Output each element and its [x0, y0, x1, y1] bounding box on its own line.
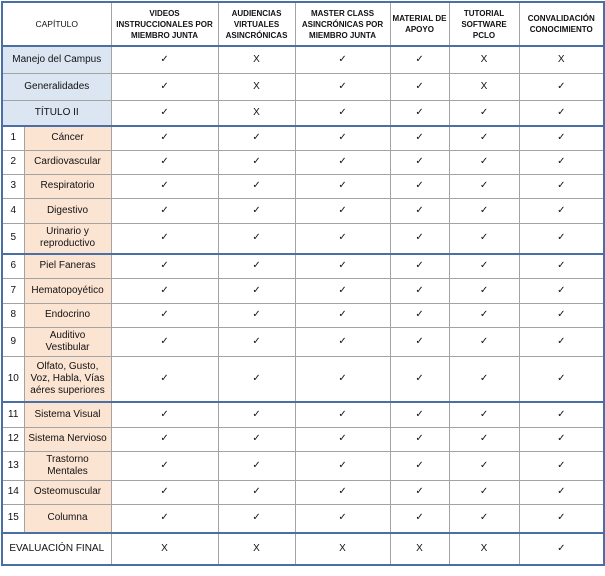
row-label: TÍTULO II [2, 100, 111, 126]
chapter-label: Sistema Visual [24, 402, 111, 427]
chapter-number: 14 [2, 480, 24, 504]
check-mark: ✓ [390, 46, 449, 73]
check-mark: ✓ [449, 356, 519, 402]
table-row [2, 303, 604, 327]
chapter-label: Auditivo Vestibular [24, 327, 111, 356]
x-mark: X [449, 46, 519, 73]
chapter-label: Respiratorio [24, 174, 111, 198]
check-mark: ✓ [519, 150, 604, 174]
table-row [2, 427, 604, 451]
x-mark: X [519, 46, 604, 73]
check-mark: ✓ [295, 303, 390, 327]
check-mark: ✓ [519, 73, 604, 100]
check-mark: ✓ [449, 303, 519, 327]
check-mark: ✓ [449, 254, 519, 278]
check-mark: ✓ [519, 126, 604, 150]
x-mark: X [218, 73, 295, 100]
x-mark: X [111, 533, 218, 565]
check-mark: ✓ [295, 126, 390, 150]
check-mark: ✓ [111, 427, 218, 451]
header-audiencias: AUDIENCIAS VIRTUALES ASINCRÓNICAS [218, 2, 295, 46]
check-mark: ✓ [111, 451, 218, 480]
check-mark: ✓ [390, 327, 449, 356]
x-mark: X [218, 46, 295, 73]
chapter-number: 15 [2, 504, 24, 533]
check-mark: ✓ [218, 303, 295, 327]
check-mark: ✓ [111, 198, 218, 223]
check-mark: ✓ [111, 150, 218, 174]
header-material: MATERIAL DE APOYO [390, 2, 449, 46]
table-row [2, 480, 604, 504]
check-mark: ✓ [295, 504, 390, 533]
check-mark: ✓ [218, 402, 295, 427]
x-mark: X [295, 533, 390, 565]
check-mark: ✓ [295, 223, 390, 254]
check-mark: ✓ [218, 150, 295, 174]
check-mark: ✓ [390, 150, 449, 174]
check-mark: ✓ [449, 126, 519, 150]
check-mark: ✓ [111, 402, 218, 427]
check-mark: ✓ [111, 254, 218, 278]
chapter-label: Piel Faneras [24, 254, 111, 278]
chapter-number: 7 [2, 278, 24, 303]
check-mark: ✓ [111, 480, 218, 504]
chapter-number: 9 [2, 327, 24, 356]
chapter-label: Urinario y reproductivo [24, 223, 111, 254]
header-videos: VIDEOS INSTRUCCIONALES POR MIEMBRO JUNTA [111, 2, 218, 46]
check-mark: ✓ [218, 126, 295, 150]
check-mark: ✓ [519, 174, 604, 198]
chapter-label: Digestivo [24, 198, 111, 223]
chapter-number: 12 [2, 427, 24, 451]
x-mark: X [218, 533, 295, 565]
x-mark: X [449, 533, 519, 565]
x-mark: X [218, 100, 295, 126]
chapter-resources-table [1, 1, 605, 566]
x-mark: X [390, 533, 449, 565]
chapter-number: 2 [2, 150, 24, 174]
table-row [2, 327, 604, 356]
check-mark: ✓ [390, 126, 449, 150]
check-mark: ✓ [519, 504, 604, 533]
check-mark: ✓ [449, 198, 519, 223]
check-mark: ✓ [295, 150, 390, 174]
check-mark: ✓ [390, 402, 449, 427]
check-mark: ✓ [295, 327, 390, 356]
check-mark: ✓ [519, 327, 604, 356]
check-mark: ✓ [519, 427, 604, 451]
chapter-label: Cardiovascular [24, 150, 111, 174]
header-tutorial: TUTORIAL SOFTWARE PCLO [449, 2, 519, 46]
chapter-number: 8 [2, 303, 24, 327]
chapter-label: Olfato, Gusto, Voz, Habla, Vías aéres superiores [24, 356, 111, 402]
check-mark: ✓ [449, 223, 519, 254]
table-row [2, 46, 604, 73]
header-master-class: MASTER CLASS ASINCRÓNICAS POR MIEMBRO JUNTA [295, 2, 390, 46]
check-mark: ✓ [390, 451, 449, 480]
chapter-number: 6 [2, 254, 24, 278]
check-mark: ✓ [390, 254, 449, 278]
table-row [2, 223, 604, 254]
check-mark: ✓ [295, 427, 390, 451]
check-mark: ✓ [449, 427, 519, 451]
check-mark: ✓ [218, 254, 295, 278]
check-mark: ✓ [295, 174, 390, 198]
check-mark: ✓ [390, 427, 449, 451]
check-mark: ✓ [111, 100, 218, 126]
check-mark: ✓ [111, 504, 218, 533]
check-mark: ✓ [295, 254, 390, 278]
check-mark: ✓ [519, 278, 604, 303]
check-mark: ✓ [519, 100, 604, 126]
check-mark: ✓ [390, 223, 449, 254]
check-mark: ✓ [519, 533, 604, 565]
check-mark: ✓ [218, 427, 295, 451]
check-mark: ✓ [390, 504, 449, 533]
chapter-label: Cáncer [24, 126, 111, 150]
check-mark: ✓ [449, 100, 519, 126]
x-mark: X [449, 73, 519, 100]
check-mark: ✓ [218, 223, 295, 254]
check-mark: ✓ [519, 198, 604, 223]
check-mark: ✓ [449, 480, 519, 504]
chapter-number: 1 [2, 126, 24, 150]
table-row [2, 150, 604, 174]
check-mark: ✓ [218, 327, 295, 356]
check-mark: ✓ [449, 150, 519, 174]
check-mark: ✓ [449, 174, 519, 198]
check-mark: ✓ [390, 356, 449, 402]
chapter-number: 5 [2, 223, 24, 254]
check-mark: ✓ [390, 198, 449, 223]
chapter-number: 13 [2, 451, 24, 480]
check-mark: ✓ [390, 278, 449, 303]
check-mark: ✓ [449, 402, 519, 427]
chapter-label: Endocrino [24, 303, 111, 327]
table-row [2, 451, 604, 480]
check-mark: ✓ [519, 223, 604, 254]
check-mark: ✓ [111, 126, 218, 150]
final-row [2, 533, 604, 565]
check-mark: ✓ [218, 480, 295, 504]
check-mark: ✓ [111, 303, 218, 327]
chapter-label: Hematopoyético [24, 278, 111, 303]
final-label: EVALUACIÓN FINAL [2, 533, 111, 565]
table-row [2, 73, 604, 100]
chapter-number: 3 [2, 174, 24, 198]
table-row [2, 100, 604, 126]
check-mark: ✓ [295, 198, 390, 223]
check-mark: ✓ [218, 451, 295, 480]
table-row [2, 254, 604, 278]
chapter-label: Osteomuscular [24, 480, 111, 504]
check-mark: ✓ [519, 451, 604, 480]
table-row [2, 278, 604, 303]
table-row [2, 504, 604, 533]
check-mark: ✓ [519, 303, 604, 327]
check-mark: ✓ [295, 451, 390, 480]
table-row [2, 198, 604, 223]
check-mark: ✓ [449, 504, 519, 533]
check-mark: ✓ [295, 73, 390, 100]
chapter-label: Columna [24, 504, 111, 533]
check-mark: ✓ [295, 356, 390, 402]
check-mark: ✓ [519, 402, 604, 427]
check-mark: ✓ [111, 73, 218, 100]
row-label: Generalidades [2, 73, 111, 100]
check-mark: ✓ [111, 174, 218, 198]
header-convalidacion: CONVALIDACIÓN CONOCIMIENTO [519, 2, 604, 46]
check-mark: ✓ [295, 100, 390, 126]
check-mark: ✓ [449, 278, 519, 303]
check-mark: ✓ [218, 278, 295, 303]
check-mark: ✓ [111, 356, 218, 402]
check-mark: ✓ [519, 480, 604, 504]
check-mark: ✓ [449, 451, 519, 480]
table-row [2, 356, 604, 402]
table-row [2, 402, 604, 427]
check-mark: ✓ [218, 198, 295, 223]
chapter-number: 10 [2, 356, 24, 402]
header-chapter: CAPÍTULO [2, 2, 111, 46]
check-mark: ✓ [111, 278, 218, 303]
check-mark: ✓ [390, 480, 449, 504]
check-mark: ✓ [111, 46, 218, 73]
chapter-label: Sistema Nervioso [24, 427, 111, 451]
check-mark: ✓ [390, 100, 449, 126]
check-mark: ✓ [295, 278, 390, 303]
check-mark: ✓ [111, 223, 218, 254]
table-row [2, 126, 604, 150]
check-mark: ✓ [111, 327, 218, 356]
table-row [2, 174, 604, 198]
chapter-label: Trastorno Mentales [24, 451, 111, 480]
chapter-number: 4 [2, 198, 24, 223]
check-mark: ✓ [390, 73, 449, 100]
check-mark: ✓ [390, 303, 449, 327]
check-mark: ✓ [390, 174, 449, 198]
check-mark: ✓ [218, 356, 295, 402]
check-mark: ✓ [449, 327, 519, 356]
check-mark: ✓ [218, 504, 295, 533]
check-mark: ✓ [295, 46, 390, 73]
row-label: Manejo del Campus [2, 46, 111, 73]
check-mark: ✓ [519, 356, 604, 402]
check-mark: ✓ [295, 480, 390, 504]
check-mark: ✓ [218, 174, 295, 198]
header-row [2, 2, 604, 46]
check-mark: ✓ [295, 402, 390, 427]
chapter-number: 11 [2, 402, 24, 427]
check-mark: ✓ [519, 254, 604, 278]
